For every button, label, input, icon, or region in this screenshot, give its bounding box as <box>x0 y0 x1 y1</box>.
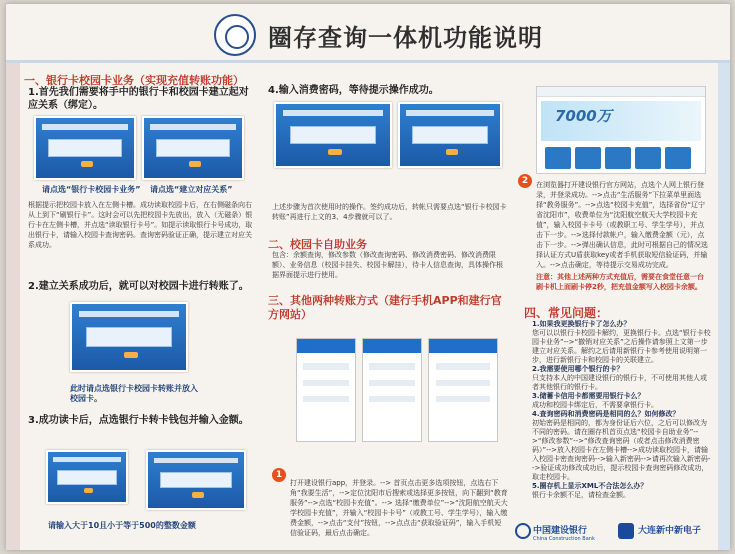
footer-bank-cn: 中国建设银行 <box>533 526 588 536</box>
screenshot-enter-password <box>274 102 392 168</box>
app-instructions: 打开建设银行app，并登录。--> 首页点击更多选项按钮，点选右下角“我要生活”，-->定位沈阳市后搜索或选择更多按钮，向下翻到“教育服务”-->点选“校园卡充值”。--> 选择“缴费单位”-->“沈阳航空航天大学校园卡充值”，并输入“校园卡卡号”（或教工号、学生学号），输入缴费金额，-->点击“支付”按钮，-->点点击“获取验证码”，输入手机短信验证码，最后点击确定。 <box>290 479 508 537</box>
faq-item-3 <box>532 392 712 410</box>
screenshot-success <box>398 102 502 168</box>
faq-answer: 成功和校园卡绑定后，不需要拿银行卡。 <box>532 401 658 409</box>
faq-question: 4.查询密码和消费密码是相同的么？如何修改？ <box>532 410 680 418</box>
step-4-title: 4.输入消费密码，等待提示操作成功。 <box>268 85 439 96</box>
phone-screenshot-1 <box>296 338 356 442</box>
faq-list <box>532 320 712 500</box>
caption-bank-card-menu: 请点选“银行卡校园卡业务” <box>42 185 141 194</box>
caption-transfer: 此时请点选银行卡校园卡转账并放入校园卡。 <box>70 384 198 403</box>
footer-bank-en: China Construction Bank <box>533 536 595 542</box>
step-badge-1: 1 <box>272 468 286 482</box>
screenshot-transfer <box>70 302 188 372</box>
website-screenshot <box>536 86 706 174</box>
step-1-title: 1.首先我们需要将手中的银行卡和校园卡建立起对应关系（绑定）。 <box>28 87 249 111</box>
footer-bank-name <box>533 523 595 542</box>
right-decor-stripe <box>718 63 730 550</box>
section-1-heading: 一、银行卡校园卡业务（实现充值转账功能） <box>24 74 244 87</box>
caption-bind-relation: 请点选“建立对应关系” <box>150 185 233 194</box>
faq-item-1 <box>532 320 712 365</box>
footer-vendor-name: 大连新中新电子 <box>638 526 702 536</box>
phone-screenshot-3 <box>428 338 498 442</box>
faq-item-4 <box>532 410 712 482</box>
faq-question: 1.如果我更换银行卡了怎么办？ <box>532 320 631 328</box>
faq-answer: 您可以以银行卡校园卡解约，更换银行卡。点选“银行卡校园卡业务”-->“撤销对应关系”之后操作请参照上文第一步建立对应关系。解约之后请用新银行卡参考使用说明第一步，进行新银行卡和校园卡的关联建立。 <box>532 329 711 364</box>
screenshot-select-wallet <box>46 450 128 504</box>
faq-item-2 <box>532 365 712 392</box>
faq-question: 5.圈存机上显示XML不合法怎么办？ <box>532 482 648 490</box>
faq-answer: 只支持本人的中国建设银行的银行卡，不可使用其他人或者其他银行的银行卡。 <box>532 374 707 391</box>
website-note: 注意：其他上述两种方式充值后，需要在食堂任意一台刷卡机上面刷卡停2秒，把充值金额写入校园卡余额。 <box>536 273 704 291</box>
step-1-body: 根据提示把校园卡放入在左侧卡槽。成功读取校园卡后，在右侧磁条向右从上到下“刷银行卡”。这时会可以先把校园卡先放出，放入（无磁条）银行卡在左侧卡槽，并点选“读取银行卡号”。如提示读取银行卡号成功，取出银行卡，请输入校园卡查询密码。查询密码验证正确，提示建立对应关系成功。 <box>28 201 253 249</box>
screenshot-bank-card-menu <box>34 116 136 180</box>
step-badge-2: 2 <box>518 174 532 188</box>
step-2-title: 2.建立关系成功后，就可以对校园卡进行转账了。 <box>28 281 249 292</box>
step-4-body: 上述步骤为首次使用时的操作。签约成功后，转帐只需要点选“银行卡校园卡转账”再进行上文的3、4步骤就可以了。 <box>272 203 507 221</box>
faq-question: 2.我需要使用哪个银行的卡？ <box>532 365 624 373</box>
screenshot-enter-amount <box>146 450 246 510</box>
step-3-title: 3.成功读卡后，点选银行卡转卡钱包并输入金额。 <box>28 415 249 426</box>
section-3-heading: 三、其他两种转账方式（建行手机APP和建行官方网站） <box>268 294 502 321</box>
faq-answer: 银行卡余额不足，请检查金额。 <box>532 491 630 499</box>
screenshot-bind-relation <box>142 116 244 180</box>
phone-screenshot-2 <box>362 338 422 442</box>
xinzhongxin-logo-icon <box>618 523 634 539</box>
faq-item-5 <box>532 482 712 500</box>
header <box>6 4 730 64</box>
section-2-body: 包含：余额查询，修改参数（修改查询密码、修改消费密码、修改消费限额）、业务信息（校园卡挂失、校园卡解挂），待卡人信息查询，具体操作根据界面提示进行使用。 <box>272 251 503 279</box>
page-title: 圈存查询一体机功能说明 <box>268 24 543 52</box>
left-decor-stripe <box>6 63 20 550</box>
university-seal-icon <box>214 14 256 56</box>
poster <box>6 4 730 550</box>
faq-answer: 初始密码是相同的，都为身份证后六位，之后可以修改为不同的密码。请在圈存机首页点选“校园卡自助业务”-->“修改参数”-->“修改查询密码（或者点击修改消费密码）”-->放入校园卡在左侧卡槽-->成功读取校园卡，请输入校园卡密查询密码-->输入新密码-->请再次输入新密码-->验证成功修改成功后，提示校园卡查询密码修改成功，取走校园卡。 <box>532 419 711 481</box>
section-4-heading: 四、常见问题： <box>524 306 609 320</box>
header-divider <box>6 60 730 63</box>
section-2-heading: 二、校园卡自助业务 <box>268 238 367 251</box>
ccb-logo-icon <box>515 523 531 539</box>
faq-question: 3.储蓄卡信用卡都需要用银行卡么？ <box>532 392 645 400</box>
website-instructions: 在浏览器打开建设银行官方网站，点选个人网上银行登录，并登录成功。-->点击“生活服务”下拉菜单里面选择“教务服务”。-->点选“校园卡充值”，选择省份“辽宁省沈阳市”，收费单位为“沈阳航空航天大学校园卡充值”，输入校园卡卡号（或教职工号、学生学号），并点击下一步。-->选择付款帐户，输入缴费金额（元），点击下一步。-->弹出确认信息，此时可根据自己的情况选择认证方式U盾获取key或者手机获取短信验证码，并输入。-->点击确定，等待提示交易成功完成。 <box>536 181 708 269</box>
caption-amount-rule: 请输入大于10且小于等于500的整数金额 <box>48 521 196 530</box>
website-banner-text: 7000万 <box>555 107 612 125</box>
